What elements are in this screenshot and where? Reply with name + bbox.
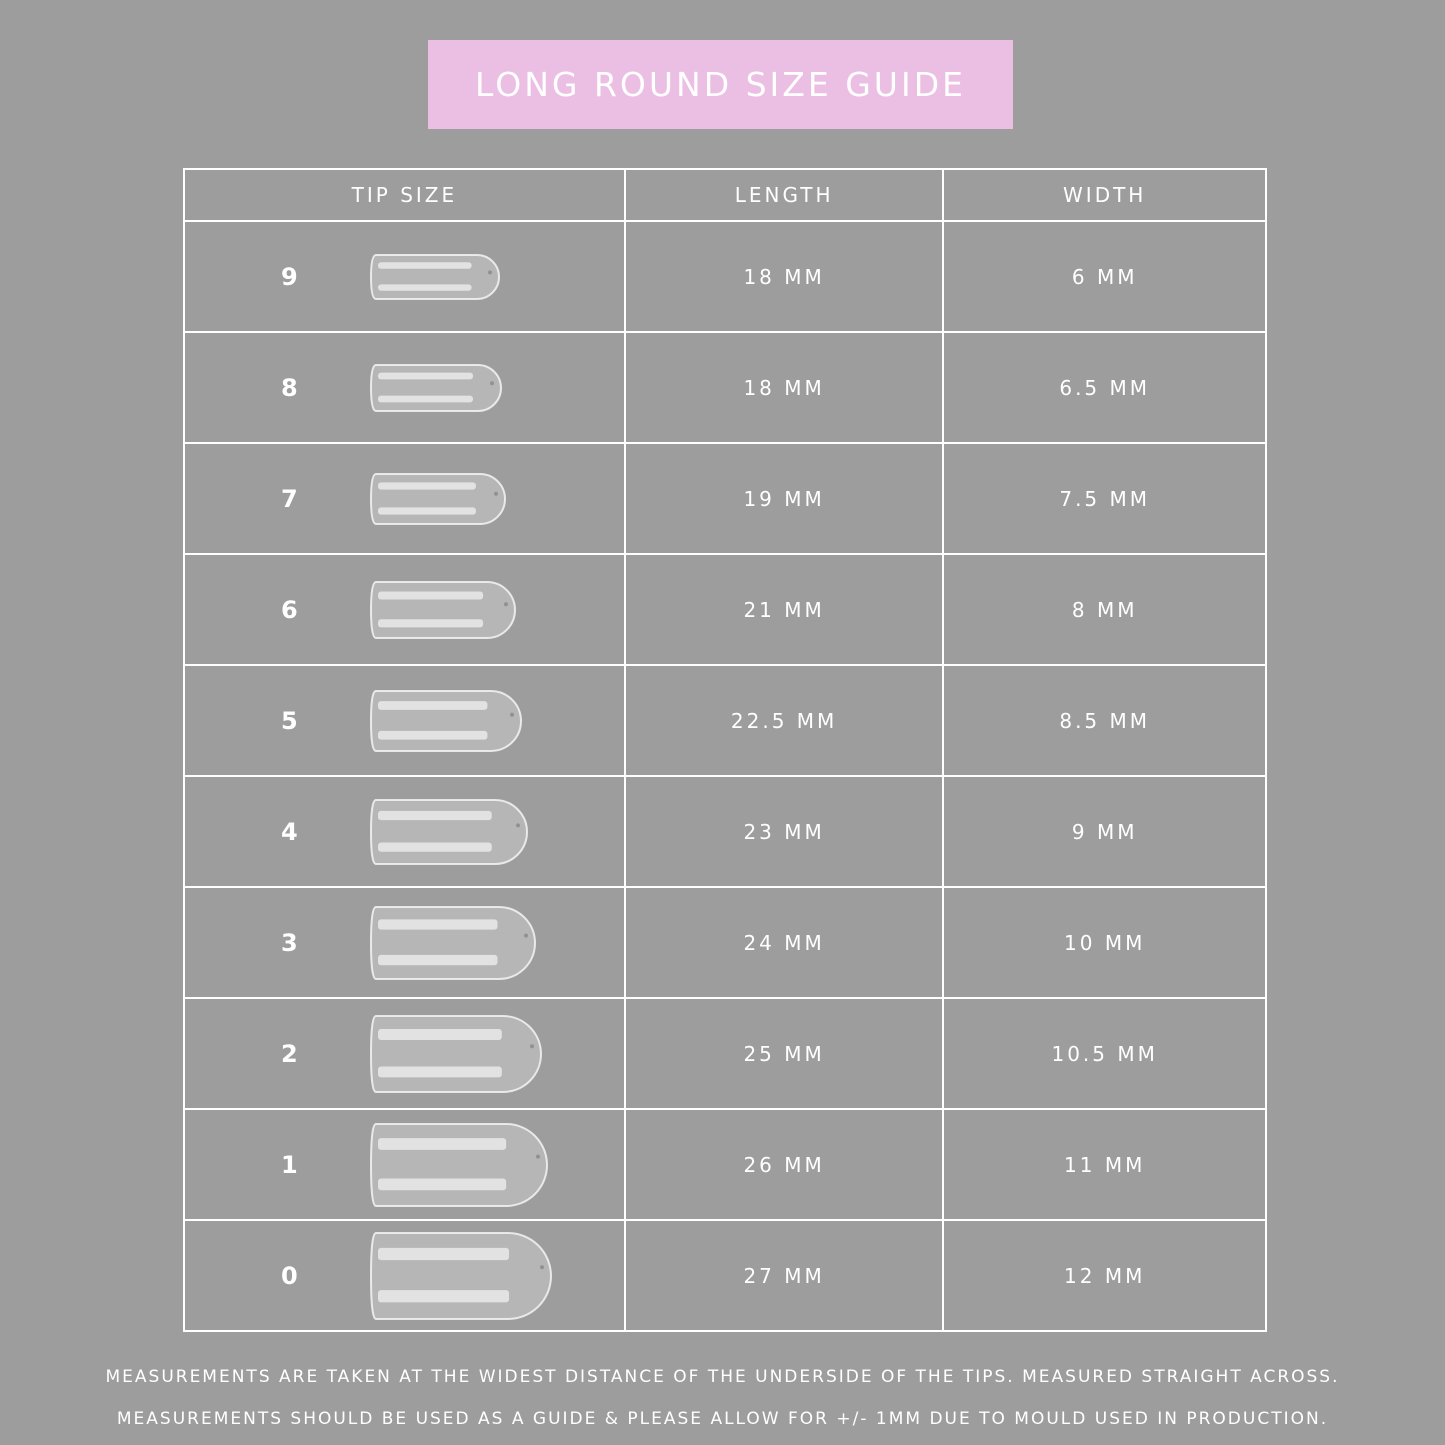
- tip-size-cell: [184, 665, 625, 776]
- size-guide-table: [183, 168, 1267, 1332]
- title-banner: [428, 40, 1013, 129]
- tip-size-cell: [184, 1220, 625, 1331]
- tip-size-number: 4: [281, 817, 298, 846]
- nail-tip-icon: [370, 1232, 552, 1320]
- width-cell: 6 MM: [943, 221, 1266, 332]
- width-cell: 8.5 MM: [943, 665, 1266, 776]
- page-title: LONG ROUND SIZE GUIDE: [475, 65, 966, 104]
- length-cell: 24 MM: [625, 887, 944, 998]
- length-cell: 23 MM: [625, 776, 944, 887]
- table-header-row: [184, 169, 1266, 221]
- width-cell: 11 MM: [943, 1109, 1266, 1220]
- width-cell: 10.5 MM: [943, 998, 1266, 1109]
- tip-size-number: 9: [281, 262, 298, 291]
- footnote-measurement-method: MEASUREMENTS ARE TAKEN AT THE WIDEST DISTANCE OF THE UNDERSIDE OF THE TIPS. MEASURED STRAIGHT ACROSS.: [105, 1367, 1340, 1387]
- width-cell: 10 MM: [943, 887, 1266, 998]
- table-row: [184, 1109, 1266, 1220]
- tip-size-number: 6: [281, 595, 298, 624]
- table-row: [184, 887, 1266, 998]
- table-row: [184, 776, 1266, 887]
- length-cell: 27 MM: [625, 1220, 944, 1331]
- width-cell: 12 MM: [943, 1220, 1266, 1331]
- nail-tip-icon: [370, 1015, 542, 1093]
- header-width: WIDTH: [943, 169, 1266, 221]
- width-cell: 7.5 MM: [943, 443, 1266, 554]
- footnote-tolerance: MEASUREMENTS SHOULD BE USED AS A GUIDE & PLEASE ALLOW FOR +/- 1MM DUE TO MOULD USED IN PRODUCTION.: [116, 1409, 1329, 1429]
- length-cell: 19 MM: [625, 443, 944, 554]
- tip-size-cell: [184, 998, 625, 1109]
- length-cell: 18 MM: [625, 221, 944, 332]
- table-row: [184, 1220, 1266, 1331]
- length-cell: 21 MM: [625, 554, 944, 665]
- nail-tip-icon: [370, 799, 528, 865]
- table-row: [184, 665, 1266, 776]
- nail-tip-icon: [370, 364, 502, 412]
- width-cell: 9 MM: [943, 776, 1266, 887]
- tip-size-number: 2: [281, 1039, 298, 1068]
- nail-tip-icon: [370, 906, 536, 980]
- tip-size-number: 3: [281, 928, 298, 957]
- tip-size-cell: [184, 554, 625, 665]
- tip-size-number: 7: [281, 484, 298, 513]
- width-cell: 8 MM: [943, 554, 1266, 665]
- tip-size-cell: [184, 776, 625, 887]
- nail-tip-icon: [370, 473, 506, 525]
- tip-size-number: 0: [281, 1261, 298, 1290]
- table-row: [184, 332, 1266, 443]
- table-row: [184, 998, 1266, 1109]
- tip-size-cell: [184, 1109, 625, 1220]
- tip-size-number: 8: [281, 373, 298, 402]
- length-cell: 18 MM: [625, 332, 944, 443]
- nail-tip-icon: [370, 1123, 548, 1207]
- tip-size-number: 5: [281, 706, 298, 735]
- table-row: [184, 443, 1266, 554]
- length-cell: 22.5 MM: [625, 665, 944, 776]
- length-cell: 25 MM: [625, 998, 944, 1109]
- header-length: LENGTH: [625, 169, 944, 221]
- header-tip-size: TIP SIZE: [184, 169, 625, 221]
- nail-tip-icon: [370, 254, 500, 300]
- tip-size-cell: [184, 332, 625, 443]
- tip-size-cell: [184, 887, 625, 998]
- table-row: [184, 554, 1266, 665]
- nail-tip-icon: [370, 690, 522, 752]
- nail-tip-icon: [370, 581, 516, 639]
- length-cell: 26 MM: [625, 1109, 944, 1220]
- width-cell: 6.5 MM: [943, 332, 1266, 443]
- table-row: [184, 221, 1266, 332]
- tip-size-cell: [184, 443, 625, 554]
- tip-size-number: 1: [281, 1150, 298, 1179]
- tip-size-cell: [184, 221, 625, 332]
